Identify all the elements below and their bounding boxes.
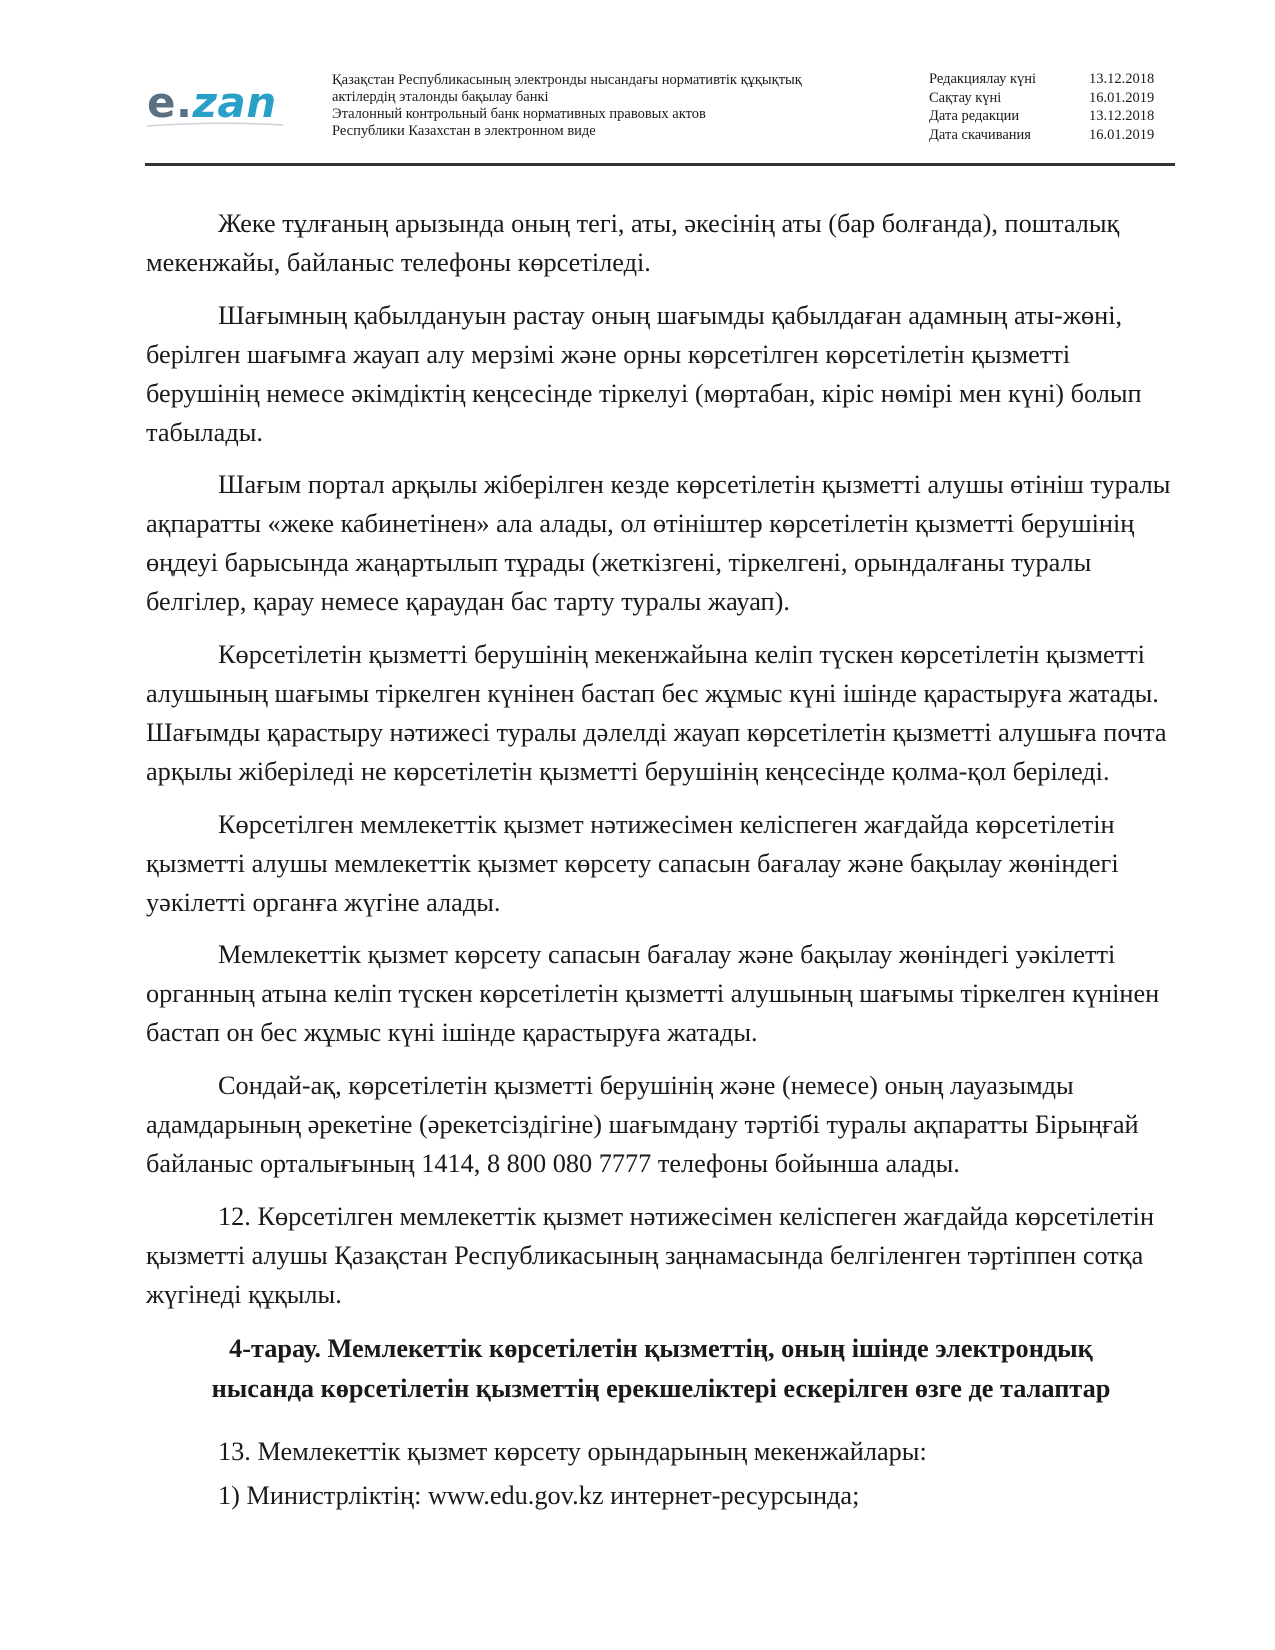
header-divider — [145, 163, 1175, 166]
chapter-heading — [146, 1329, 1176, 1409]
body-paragraph: Шағым портал арқылы жіберілген кезде көрсетілетін қызметті алушы өтініш туралы ақпаратты «жеке кабинетінен» ала алады, ол өтініштер көрсетілетін қызметті берушінің өңдеуі барысында жаңартылып тұрады (жеткізгені, тіркелгені, орындалғаны туралы белгілер, қарау немесе қараудан бас тарту туралы жауап). — [146, 470, 1171, 617]
meta-value: 16.01.2019 — [1089, 89, 1155, 106]
header-description-line: актілердің эталонды бақылау банкі — [332, 89, 549, 105]
body-paragraph: Көрсетілетін қызметті берушінің мекенжайына келіп түскен көрсетілетін қызметті алушының шағымы тіркелген күнінен бастап бес жұмыс күні ішінде қарастыруға жатады. Шағымды қарастыру нәтижесі туралы дәлелді жауап көрсетілетін қызметті алушыға почта арқылы жіберіледі не көрсетілетін қызметті берушінің кеңсесінде қолма-қол беріледі. — [146, 640, 1167, 786]
list-item: 1) Министрліктің: www.edu.gov.kz интернет-ресурсында; — [218, 1481, 860, 1511]
meta-label: Сақтау күні — [929, 89, 1002, 106]
body-paragraph: Жеке тұлғаның арызында оның тегі, аты, әкесінің аты (бар болғанда), пошталық мекенжайы, байланыс телефоны көрсетіледі. — [146, 209, 1120, 277]
body-paragraph: Көрсетілген мемлекеттік қызмет нәтижесімен келіспеген жағдайда көрсетілетін қызметті алушы мемлекеттік қызмет көрсету сапасын бағалау және бақылау жөніндегі уәкілетті органға жүгіне алады. — [146, 809, 1119, 917]
logo-swoosh-icon — [145, 122, 285, 128]
meta-value: 13.12.2018 — [1089, 108, 1155, 124]
meta-value: 16.01.2019 — [1089, 126, 1155, 143]
ezan-logo: e.zan — [147, 78, 277, 127]
body-paragraph: Мемлекеттік қызмет көрсету сапасын бағалау және бақылау жөніндегі уәкілетті органның атына келіп түскен көрсетілетін қызметті алушының шағымы тіркелген күнінен бастап он бес жұмыс күні ішінде қарастыруға жатады. — [146, 940, 1160, 1048]
meta-row-save-date-kz — [929, 89, 1175, 108]
meta-row-edit-date-kz — [929, 70, 1175, 89]
document-body — [146, 205, 1176, 1522]
header-description-line: Республики Казахстан в электронном виде — [332, 123, 596, 139]
body-paragraph: Шағымның қабылдануын растау оның шағымды қабылдаған адамның аты-жөні, берілген шағымға жауап алу мерзімі және орны көрсетілген көрсетілетін қызметті берушінің немесе әкімдіктің кеңсесінде тіркелуі (мөртабан, кіріс нөмірі мен күні) болып табылады. — [146, 300, 1142, 447]
header-description — [332, 72, 892, 140]
body-paragraph: 13. Мемлекеттік қызмет көрсету орындарының мекенжайлары: — [218, 1436, 927, 1466]
header-meta-table — [929, 70, 1175, 144]
meta-value: 13.12.2018 — [1089, 71, 1155, 87]
body-paragraph: 12. Көрсетілген мемлекеттік қызмет нәтижесімен келіспеген жағдайда көрсетілетін қызметті алушы Қазақстан Республикасының заңнамасында белгіленген тәртіппен сотқа жүгінеді құқылы. — [146, 1201, 1155, 1309]
header-description-line: Эталонный контрольный банк нормативных правовых актов — [332, 106, 706, 122]
document-header — [145, 66, 1175, 162]
header-description-line: Қазақстан Республикасының электронды нысандағы нормативтік құқықтық — [332, 72, 802, 88]
meta-label: Редакциялау күні — [929, 71, 1037, 87]
chapter-heading-line: нысанда көрсетілетін қызметтің ерекшеліктері ескерілген өзге де талаптар — [211, 1373, 1111, 1403]
meta-label: Дата скачивания — [929, 126, 1031, 143]
meta-row-edit-date-ru — [929, 107, 1175, 126]
meta-row-download-date-ru — [929, 126, 1175, 145]
chapter-heading-line: 4-тарау. Мемлекеттік көрсетілетін қызметтің, оның ішінде электрондық — [229, 1333, 1093, 1363]
meta-label: Дата редакции — [929, 108, 1020, 124]
body-paragraph: Сондай-ақ, көрсетілетін қызметті берушінің және (немесе) оның лауазымды адамдарының әрекетіне (әрекетсіздігіне) шағымдану тәртібі туралы ақпаратты Бірыңғай байланыс орталығының 1414, 8 800 080 7777 телефоны бойынша алады. — [146, 1071, 1139, 1178]
